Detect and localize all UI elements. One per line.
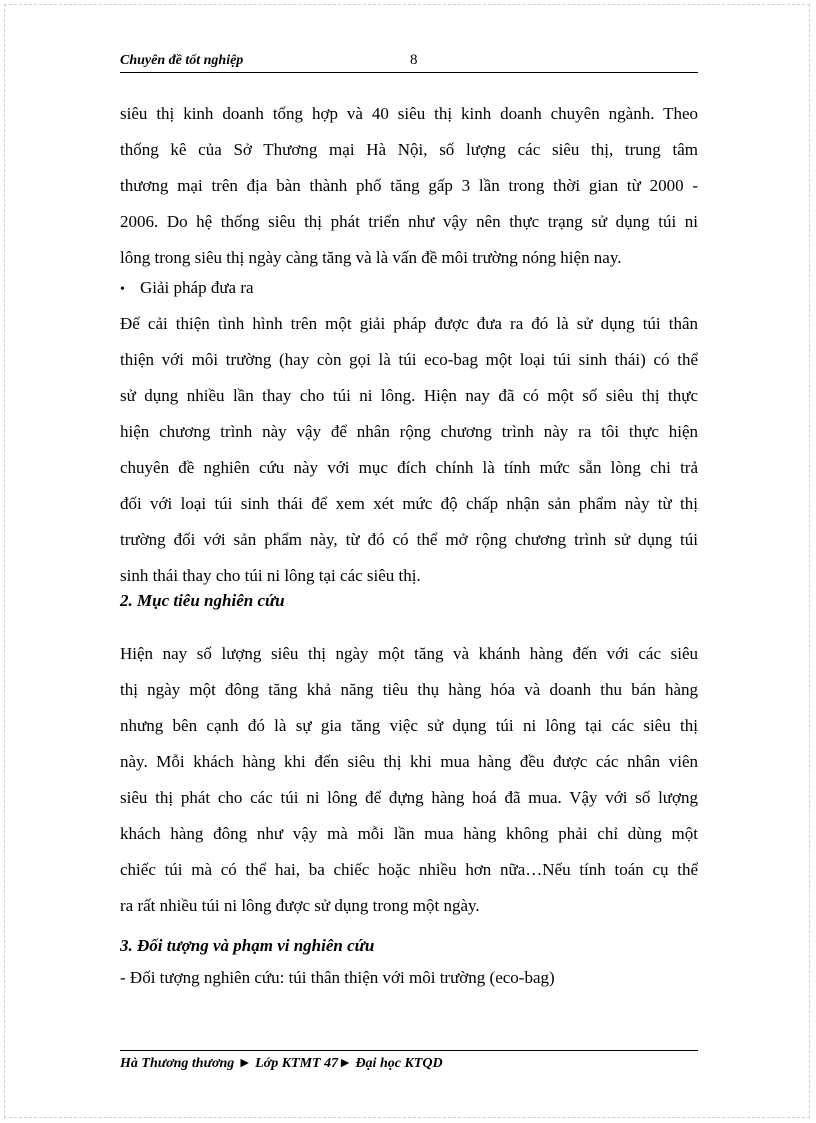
page-header xyxy=(120,52,698,73)
paragraph-line: Để cải thiện tình hình trên một giải pháp được đưa ra đó là sử dụng túi thân xyxy=(120,314,698,333)
bullet-item xyxy=(120,278,698,298)
paragraph-line: chiếc túi mà có thể hai, ba chiếc hoặc nhiều hơn nữa…Nếu tính toán cụ thể xyxy=(120,860,698,879)
paragraph-line: Hiện nay số lượng siêu thị ngày một tăng và khánh hàng đến với các siêu xyxy=(120,644,698,663)
paragraph-line: chuyên đề nghiên cứu này với mục đích chính là tính mức sẵn lòng chi trả xyxy=(120,458,698,477)
paragraph-line: thống kê của Sở Thương mại Hà Nội, số lượng các siêu thị, trung tâm xyxy=(120,140,698,159)
paragraph-line: khách hàng đông như vậy mà mỗi lần mua hàng không phải chỉ dùng một xyxy=(120,824,698,843)
paragraph-line: siêu thị kinh doanh tổng hợp và 40 siêu thị kinh doanh chuyên ngành. Theo xyxy=(120,104,698,123)
page-footer xyxy=(120,1050,698,1071)
paragraph-line: ra rất nhiều túi ni lông được sử dụng trong một ngày. xyxy=(120,896,480,915)
paragraph-line: thị ngày một đông tăng khả năng tiêu thụ hàng hóa và doanh thu bán hàng xyxy=(120,680,698,699)
paragraph-line: thương mại trên địa bàn thành phố tăng gấp 3 lần trong thời gian từ 2000 - xyxy=(120,176,698,195)
paragraph-line: trường đối với sản phẩm này, từ đó có thể mở rộng chương trình sử dụng túi xyxy=(120,530,698,549)
paragraph-line: lông trong siêu thị ngày càng tăng và là vấn đề môi trường nóng hiện nay. xyxy=(120,248,622,267)
section-heading: 2. Mục tiêu nghiên cứu xyxy=(120,591,285,610)
section-heading: 3. Đối tượng và phạm vi nghiên cứu xyxy=(120,936,375,955)
bullet-text: Giải pháp đưa ra xyxy=(140,278,254,297)
paragraph-line: - Đối tượng nghiên cứu: túi thân thiện với môi trường (eco-bag) xyxy=(120,968,555,987)
paragraph-line: hiện chương trình này vậy để nhân rộng chương trình này ra tôi thực hiện xyxy=(120,422,698,441)
page-number: 8 xyxy=(410,52,418,68)
paragraph-line: nhưng bên cạnh đó là sự gia tăng việc sử dụng túi ni lông tại các siêu thị xyxy=(120,716,698,735)
paragraph-line: sinh thái thay cho túi ni lông tại các siêu thị. xyxy=(120,566,421,585)
paragraph-line: 2006. Do hệ thống siêu thị phát triển như vậy nên thực trạng sử dụng túi ni xyxy=(120,212,698,231)
paragraph-line: này. Mỗi khách hàng khi đến siêu thị khi mua hàng đều được các nhân viên xyxy=(120,752,698,771)
paragraph-line: sử dụng nhiều lần thay cho túi ni lông. Hiện nay đã có một số siêu thị thực xyxy=(120,386,698,405)
header-title: Chuyên đề tốt nghiệp xyxy=(120,53,244,68)
paragraph-line: thiện với môi trường (hay còn gọi là túi eco-bag một loại túi sinh thái) có thể xyxy=(120,350,698,369)
paragraph-line: siêu thị phát cho các túi ni lông để đựng hàng hoá đã mua. Vậy với số lượng xyxy=(120,788,698,807)
paragraph-line: đối với loại túi sinh thái để xem xét mức độ chấp nhận sản phẩm này từ thị xyxy=(120,494,698,513)
bullet-icon: • xyxy=(120,282,125,297)
footer-text: Hà Thương thương ► Lớp KTMT 47► Đại học KTQD xyxy=(120,1056,443,1071)
